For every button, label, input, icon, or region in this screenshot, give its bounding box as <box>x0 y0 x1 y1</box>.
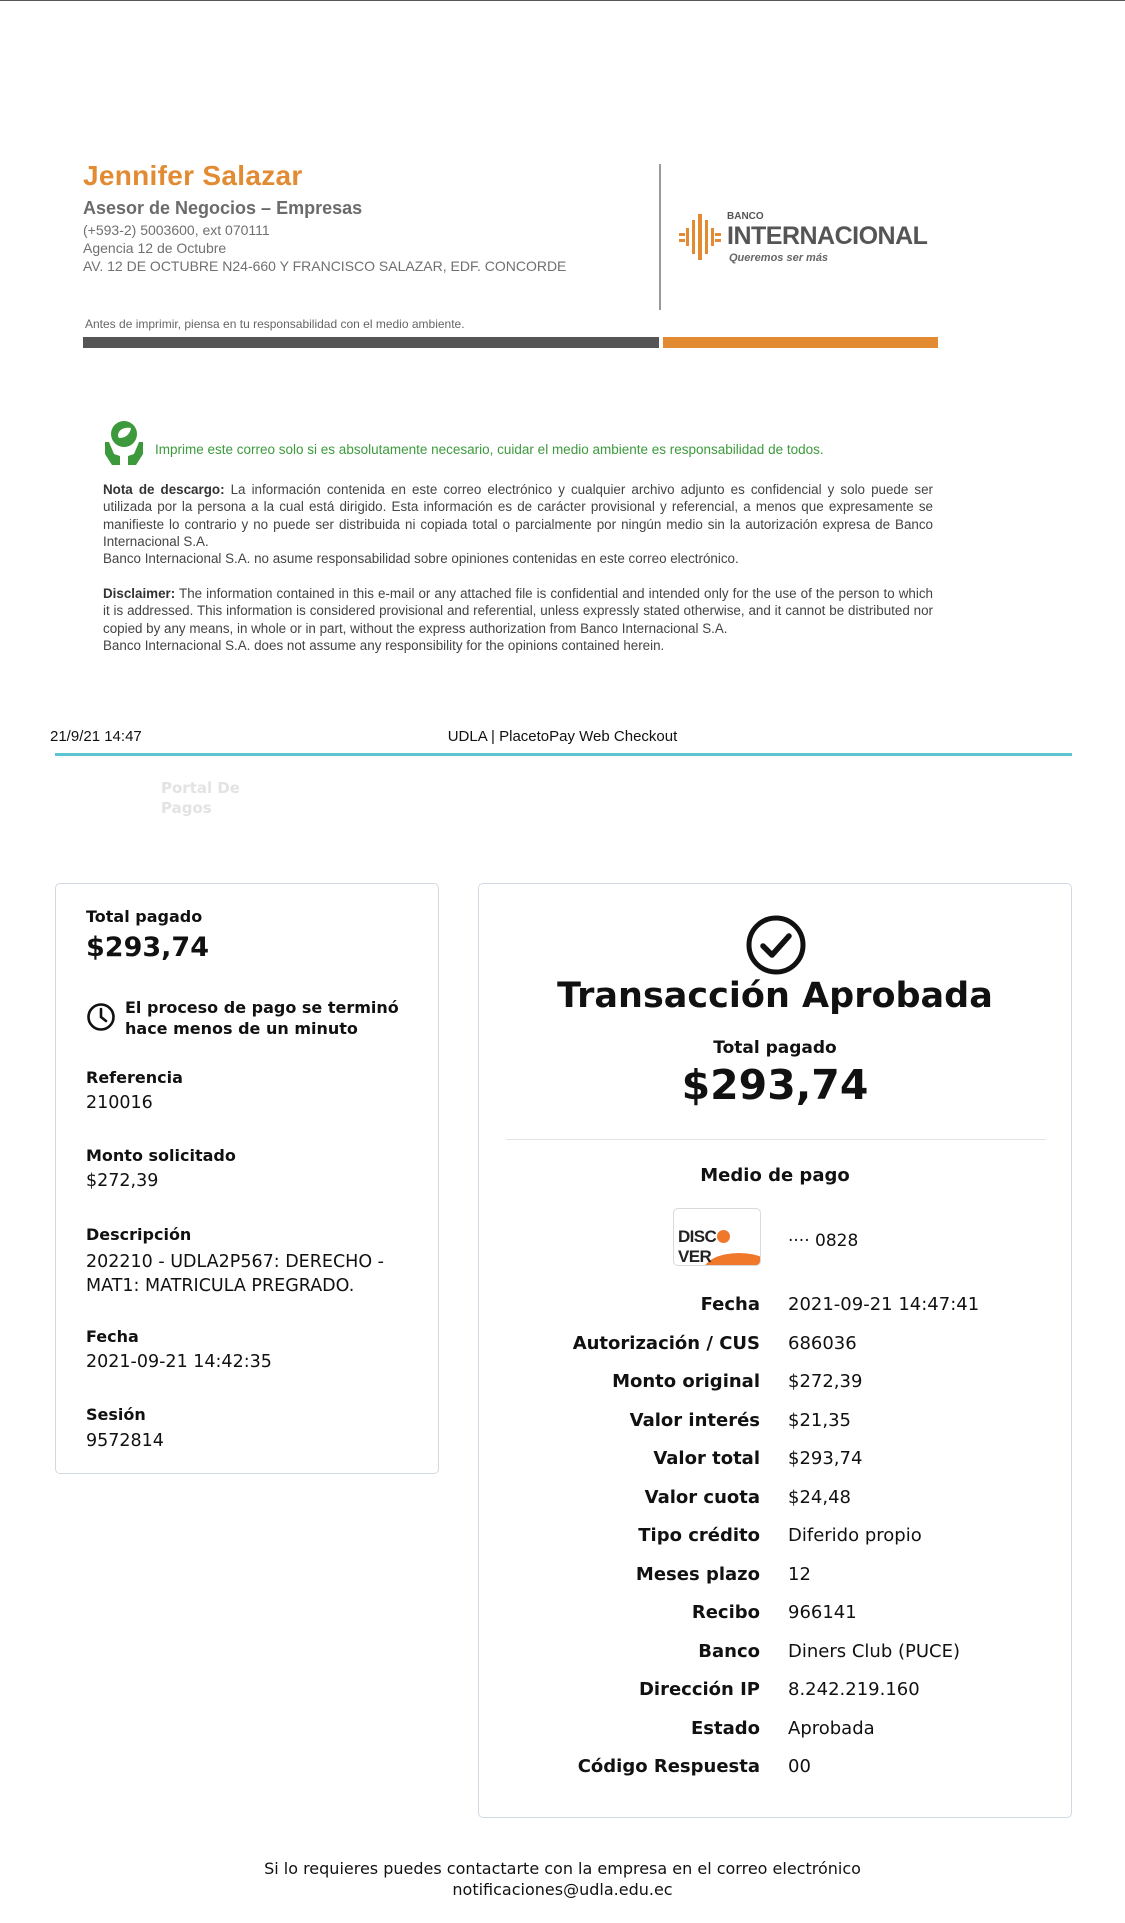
detail-row <box>479 1602 1071 1632</box>
detail-value: Diners Club (PUCE) <box>788 1640 960 1662</box>
detail-label: Tipo crédito <box>638 1525 760 1546</box>
summary-value-monto: $272,39 <box>86 1171 159 1191</box>
detail-row <box>479 1718 1071 1748</box>
top-rule <box>0 0 1125 1</box>
check-circle-icon <box>745 914 807 976</box>
disclaimer-es-text: La información contenida en este correo electrónico y cualquier archivo adjunto es confidencial y solo puede ser utilizada por la persona a la cual está dirigido. Esta información es de carácter provisional y referencial, a menos que expresamente se manifieste lo contrario y no puede ser distribuida ni copiada total o parcialmente por ningún medio sin la autorización expresa de Banco Internacional S.A. <box>103 482 933 549</box>
detail-row <box>479 1448 1071 1478</box>
detail-label: Autorización / CUS <box>572 1332 760 1354</box>
summary-value-fecha: 2021-09-21 14:42:35 <box>86 1352 272 1372</box>
summary-total-label: Total pagado <box>86 907 203 926</box>
detail-row <box>479 1410 1071 1440</box>
payment-summary-card <box>55 883 439 1474</box>
summary-label-monto: Monto solicitado <box>86 1146 236 1165</box>
detail-value: $272,39 <box>788 1371 863 1392</box>
signature-bar-gray <box>83 337 659 348</box>
summary-value-referencia: 210016 <box>86 1093 153 1113</box>
detail-row <box>479 1756 1071 1786</box>
detail-value: 8.242.219.160 <box>788 1679 920 1700</box>
summary-value-descripcion: 202210 - UDLA2P567: DERECHO - MAT1: MATRICULA PREGRADO. <box>86 1252 384 1296</box>
bank-logo-icon <box>679 214 723 260</box>
signature-eco-line: Antes de imprimir, piensa en tu responsabilidad con el medio ambiente. <box>85 317 465 331</box>
summary-label-sesion: Sesión <box>86 1405 146 1424</box>
detail-value: 686036 <box>788 1332 857 1354</box>
print-datetime: 21/9/21 14:47 <box>50 728 142 745</box>
transaction-status-title: Transacción Aprobada <box>557 976 993 1016</box>
detail-value: 00 <box>788 1756 811 1777</box>
signature-phone: (+593-2) 5003600, ext 070111 <box>83 222 270 238</box>
eco-note-text: Imprime este correo solo si es absolutamente necesario, cuidar el medio ambiente es responsabilidad de todos. <box>155 442 824 457</box>
email-signature <box>83 158 938 348</box>
signature-agency: Agencia 12 de Octubre <box>83 240 227 256</box>
detail-label: Valor interés <box>629 1409 760 1431</box>
disclaimer-en-text: The information contained in this e-mail or any attached file is confidential and intended only for the use of the person to which it is addressed. This information is considered provisional and referential, unless expressly stated otherwise, and it cannot be distributed nor copied by any means, in whole or in part, without the express authorization from Banco Internacional S.A. <box>103 586 933 636</box>
bank-logo-tagline: Queremos ser más <box>729 252 829 264</box>
transaction-total-value: $293,74 <box>681 1061 869 1109</box>
detail-label: Dirección IP <box>638 1679 760 1700</box>
detail-label: Valor cuota <box>644 1486 760 1508</box>
detail-row <box>479 1564 1071 1594</box>
portal-logo-alt[interactable]: Portal De Pagos <box>161 779 240 817</box>
detail-value: Diferido propio <box>788 1525 922 1546</box>
discover-dot <box>717 1230 730 1243</box>
detail-value: $24,48 <box>788 1486 851 1508</box>
detail-label: Recibo <box>691 1602 760 1623</box>
card-masked-number: ···· 0828 <box>788 1231 859 1251</box>
detail-label: Estado <box>690 1717 760 1739</box>
disclaimer-en-note: Banco Internacional S.A. does not assume any responsibility for the opinions contained herein. <box>103 637 665 653</box>
contact-footer <box>0 1858 1125 1900</box>
detail-label: Fecha <box>700 1294 760 1315</box>
print-page-title: UDLA | PlacetoPay Web Checkout <box>447 728 678 745</box>
detail-row <box>479 1333 1071 1363</box>
bank-logo-small: BANCO <box>727 211 764 222</box>
hands-leaf-icon <box>103 420 145 466</box>
detail-value: $21,35 <box>788 1409 851 1431</box>
disclaimer-es <box>103 481 933 567</box>
discover-logo-text: DISCVER <box>678 1227 760 1266</box>
signature-name: Jennifer Salazar <box>83 160 303 191</box>
transaction-divider <box>506 1139 1046 1140</box>
summary-value-sesion: 9572814 <box>86 1431 164 1451</box>
detail-label: Banco <box>698 1640 760 1662</box>
summary-label-referencia: Referencia <box>86 1068 183 1087</box>
detail-row <box>479 1294 1071 1324</box>
contact-email-link[interactable]: notificaciones@udla.edu.ec <box>452 1880 673 1899</box>
detail-row <box>479 1679 1071 1709</box>
summary-total-value: $293,74 <box>86 932 209 963</box>
clock-icon <box>86 1002 116 1032</box>
detail-value: $293,74 <box>788 1448 863 1469</box>
contact-footer-text: Si lo requieres puedes contactarte con la empresa en el correo electrónico <box>264 1859 861 1878</box>
signature-address: AV. 12 DE OCTUBRE N24-660 Y FRANCISCO SALAZAR, EDF. CONCORDE <box>83 258 567 274</box>
detail-value: 2021-09-21 14:47:41 <box>788 1294 980 1315</box>
summary-label-fecha: Fecha <box>86 1327 139 1346</box>
detail-label: Valor total <box>653 1448 760 1469</box>
detail-value: 966141 <box>788 1602 857 1623</box>
bank-logo-name: INTERNACIONAL <box>727 222 928 250</box>
detail-value: 12 <box>788 1563 811 1585</box>
bank-logo <box>679 210 928 270</box>
detail-value: Aprobada <box>788 1717 875 1739</box>
disclaimer-es-label: Nota de descargo: <box>103 482 225 497</box>
signature-divider <box>659 164 661 310</box>
detail-row <box>479 1641 1071 1671</box>
disclaimer-en <box>103 585 933 654</box>
signature-bar-orange <box>663 337 938 348</box>
transaction-card <box>478 883 1072 1818</box>
detail-row <box>479 1525 1071 1555</box>
transaction-total-label: Total pagado <box>713 1038 837 1058</box>
signature-role: Asesor de Negocios – Empresas <box>83 198 363 218</box>
detail-row <box>479 1487 1071 1517</box>
detail-label: Código Respuesta <box>577 1756 760 1777</box>
payment-method-label: Medio de pago <box>700 1165 850 1186</box>
detail-label: Meses plazo <box>635 1563 760 1585</box>
header-accent-line <box>55 753 1072 756</box>
disclaimer-en-label: Disclaimer: <box>103 586 176 601</box>
disclaimer-es-note: Banco Internacional S.A. no asume responsabilidad sobre opiniones contenidas en este correo electrónico. <box>103 551 739 567</box>
detail-label: Monto original <box>612 1371 760 1392</box>
process-status-message: El proceso de pago se terminó hace menos de un minuto <box>125 998 399 1038</box>
detail-row <box>479 1371 1071 1401</box>
discover-card-logo <box>673 1208 761 1266</box>
summary-label-descripcion: Descripción <box>86 1225 192 1244</box>
